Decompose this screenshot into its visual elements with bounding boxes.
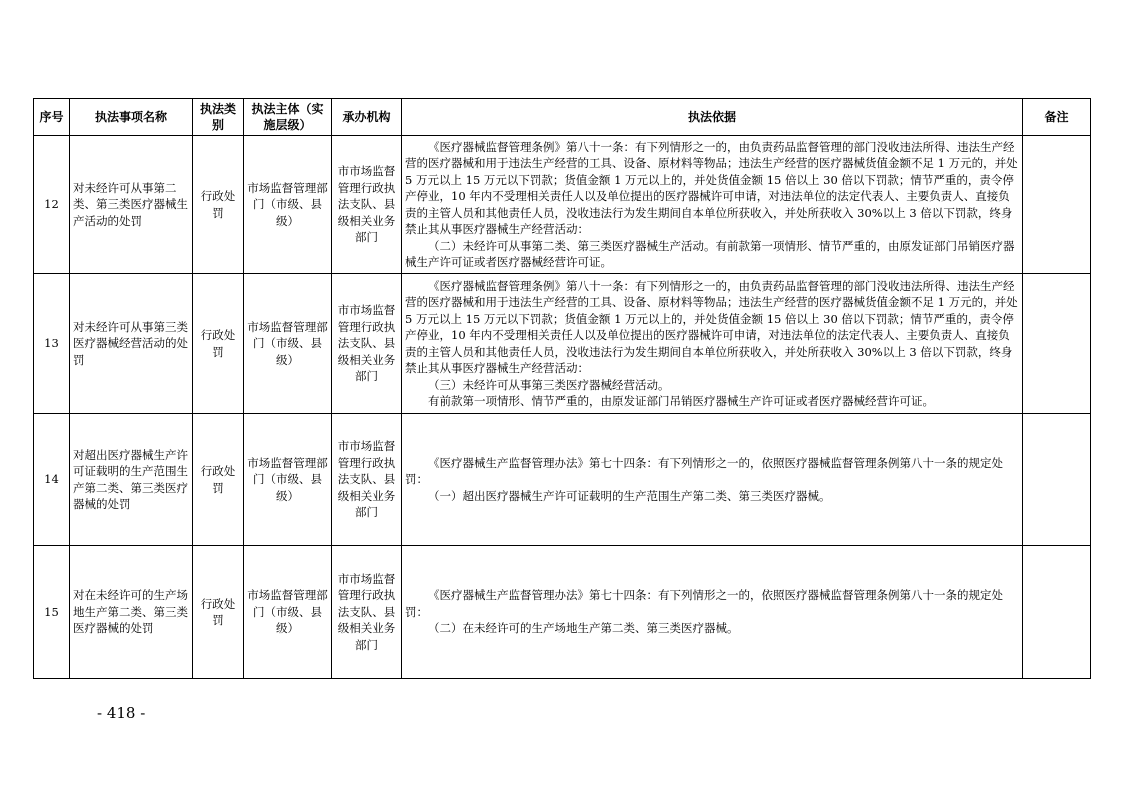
header-subject: 执法主体（实施层级） (244, 99, 332, 136)
cell-basis (402, 546, 1023, 679)
cell-org: 市市场监督管理行政执法支队、县级相关业务部门 (332, 274, 402, 414)
cell-note (1023, 546, 1091, 679)
header-item-name: 执法事项名称 (70, 99, 193, 136)
cell-category: 行政处罚 (193, 414, 244, 546)
cell-category: 行政处罚 (193, 136, 244, 274)
cell-item-name: 对未经许可从事第二类、第三类医疗器械生产活动的处罚 (70, 136, 193, 274)
table-row (34, 546, 1091, 679)
table-row (34, 414, 1091, 546)
basis-paragraph: 《医疗器械生产监督管理办法》第七十四条：有下列情形之一的，依照医疗器械监督管理条例第八十一条的规定处罚： (405, 588, 1003, 619)
cell-basis (402, 136, 1023, 274)
basis-paragraph: 《医疗器械监督管理条例》第八十一条：有下列情形之一的，由负责药品监督管理的部门没收违法所得、违法生产经营的医疗器械和用于违法生产经营的工具、设备、原材料等物品；违法生产经营的医疗器械货值金额不足 1 万元的，并处 5 万元以上 15 万元以下罚款；货值金额 1 万元以上的，并处货值金额 15 倍以上 30 倍以下罚款；情节严重的，责令停产停业，10 年内不受理相关责任人以及单位提出的医疗器械许可申请，对违法单位的法定代表人、主要负责人、直接负责的主管人员和其他责任人员，没收违法行为发生期间自本单位所获收入，并处所获收入 30%以上 3 倍以下罚款，终身禁止其从事医疗器械生产经营活动： (405, 278, 1018, 375)
header-note: 备注 (1023, 99, 1091, 136)
basis-paragraph: 《医疗器械监督管理条例》第八十一条：有下列情形之一的，由负责药品监督管理的部门没收违法所得、违法生产经营的医疗器械和用于违法生产经营的工具、设备、原材料等物品；违法生产经营的医疗器械货值金额不足 1 万元的，并处 5 万元以上 15 万元以下罚款；货值金额 1 万元以上的，并处货值金额 15 倍以上 30 倍以下罚款；情节严重的，责令停产停业，10 年内不受理相关责任人以及单位提出的医疗器械许可申请，对违法单位的法定代表人、主要负责人、直接负责的主管人员和其他责任人员，没收违法行为发生期间自本单位所获收入，并处所获收入 30%以上 3 倍以下罚款，终身禁止其从事医疗器械生产经营活动： (405, 139, 1018, 236)
cell-note (1023, 136, 1091, 274)
cell-serial: 15 (34, 546, 70, 679)
basis-paragraph: 《医疗器械生产监督管理办法》第七十四条：有下列情形之一的，依照医疗器械监督管理条例第八十一条的规定处罚： (405, 455, 1003, 487)
header-serial: 序号 (34, 99, 70, 136)
table-header-row (34, 99, 1091, 136)
cell-org: 市市场监督管理行政执法支队、县级相关业务部门 (332, 414, 402, 546)
cell-serial: 14 (34, 414, 70, 546)
table-row (34, 274, 1091, 414)
cell-item-name: 对未经许可从事第三类医疗器械经营活动的处罚 (70, 274, 193, 414)
cell-subject: 市场监督管理部门（市级、县级） (244, 546, 332, 679)
basis-paragraph: （三）未经许可从事第三类医疗器械经营活动。 (428, 377, 670, 392)
table-row (34, 136, 1091, 274)
cell-serial: 13 (34, 274, 70, 414)
cell-category: 行政处罚 (193, 546, 244, 679)
header-basis: 执法依据 (402, 99, 1023, 136)
basis-paragraph: （二）未经许可从事第二类、第三类医疗器械生产活动。有前款第一项情形、情节严重的，由原发证部门吊销医疗器械生产许可证或者医疗器械经营许可证。 (405, 238, 1015, 269)
page-number: - 418 - (97, 704, 146, 722)
header-category: 执法类别 (193, 99, 244, 136)
cell-subject: 市场监督管理部门（市级、县级） (244, 414, 332, 546)
cell-item-name: 对超出医疗器械生产许可证载明的生产范围生产第二类、第三类医疗器械的处罚 (70, 414, 193, 546)
basis-paragraph: （一）超出医疗器械生产许可证载明的生产范围生产第二类、第三类医疗器械。 (428, 488, 831, 503)
cell-subject: 市场监督管理部门（市级、县级） (244, 274, 332, 414)
enforcement-table (33, 98, 1091, 679)
cell-note (1023, 274, 1091, 414)
basis-paragraph: 有前款第一项情形、情节严重的，由原发证部门吊销医疗器械生产许可证或者医疗器械经营许可证。 (428, 394, 934, 408)
cell-subject: 市场监督管理部门（市级、县级） (244, 136, 332, 274)
header-org: 承办机构 (332, 99, 402, 136)
cell-serial: 12 (34, 136, 70, 274)
cell-note (1023, 414, 1091, 546)
cell-basis (402, 274, 1023, 414)
cell-org: 市市场监督管理行政执法支队、县级相关业务部门 (332, 136, 402, 274)
cell-item-name: 对在未经许可的生产场地生产第二类、第三类医疗器械的处罚 (70, 546, 193, 679)
basis-paragraph: （二）在未经许可的生产场地生产第二类、第三类医疗器械。 (428, 621, 739, 636)
cell-category: 行政处罚 (193, 274, 244, 414)
cell-org: 市市场监督管理行政执法支队、县级相关业务部门 (332, 546, 402, 679)
cell-basis (402, 414, 1023, 546)
